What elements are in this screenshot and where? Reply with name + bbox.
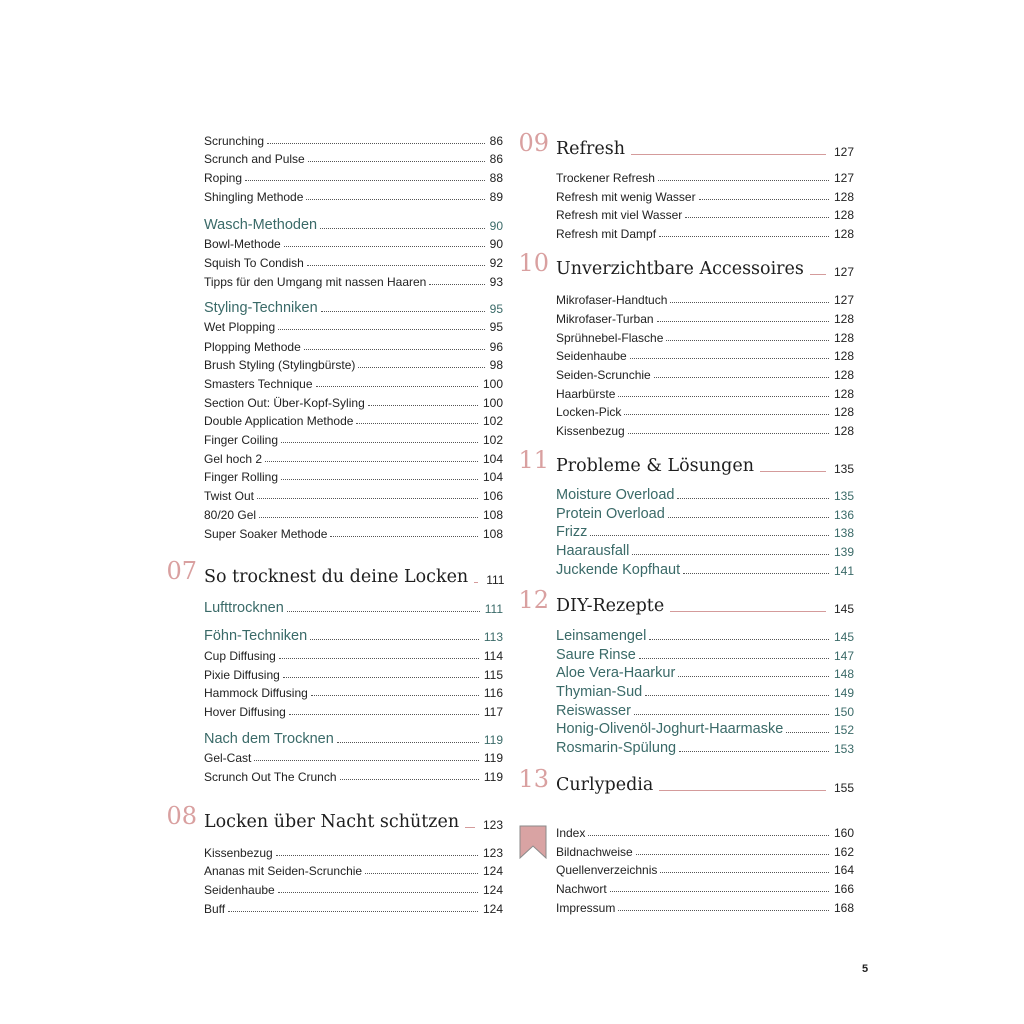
toc-label: Refresh mit viel Wasser: [556, 208, 683, 222]
toc-label: Finger Rolling: [204, 470, 279, 484]
toc-leader: [320, 228, 485, 229]
toc-entry: [204, 860, 503, 878]
toc-leader: [276, 855, 478, 856]
toc-chapter: [556, 131, 854, 159]
toc-page-number: 119: [483, 770, 503, 784]
toc-entry: [556, 841, 854, 859]
toc-entry: [556, 327, 854, 345]
toc-page-number: 128: [833, 331, 854, 345]
toc-page-number: 128: [833, 227, 854, 241]
toc-entry: [204, 504, 503, 522]
toc-leader: [685, 217, 829, 218]
toc-page-number: 127: [833, 145, 854, 159]
toc-page-number: 127: [833, 293, 854, 307]
toc-leader: [657, 321, 829, 322]
toc-chapter: [556, 448, 854, 476]
toc-label: Finger Coiling: [204, 433, 279, 447]
toc-page-number: 88: [489, 171, 503, 185]
toc-leader: [307, 265, 485, 266]
toc-entry: [204, 354, 503, 372]
toc-label: Wasch-Methoden: [204, 217, 318, 233]
toc-page-number: 90: [489, 237, 503, 251]
toc-page-number: 149: [833, 686, 854, 700]
toc-page-number: 123: [482, 818, 503, 832]
toc-leader: [634, 714, 829, 715]
toc-page-number: 124: [482, 902, 503, 916]
toc-leader: [228, 911, 478, 912]
toc-page-number: 128: [833, 349, 854, 363]
toc-page-number: 102: [482, 414, 503, 428]
toc-label: Mikrofaser-Turban: [556, 312, 654, 326]
toc-leader: [699, 199, 829, 200]
chapter-number: 09: [518, 129, 549, 157]
toc-label: Nach dem Trocknen: [204, 731, 334, 747]
toc-page-number: 111: [486, 573, 505, 587]
chapter-number: 07: [166, 557, 197, 585]
toc-leader: [677, 498, 829, 499]
toc-chapter: [556, 251, 854, 279]
toc-leader: [670, 302, 829, 303]
toc-page-number: 89: [489, 190, 503, 204]
toc-label: Kissenbezug: [204, 846, 273, 860]
toc-entry: [204, 448, 503, 466]
chapter-number: 11: [518, 446, 549, 474]
toc-page-number: 95: [489, 320, 503, 334]
toc-page-number: 108: [482, 527, 503, 541]
toc-leader: [631, 154, 826, 155]
toc-section: [556, 483, 854, 503]
toc-entry: [204, 766, 503, 784]
toc-label: Kissenbezug: [556, 424, 625, 438]
toc-label: Scrunch Out The Crunch: [204, 770, 337, 784]
toc-entry: [204, 645, 503, 663]
toc-section: [204, 727, 503, 747]
toc-page-number: 117: [483, 705, 503, 719]
chapter-number: 10: [518, 249, 549, 277]
toc-page-number: 145: [833, 630, 854, 644]
toc-page-number: 152: [833, 723, 854, 737]
toc-page-number: 124: [482, 864, 503, 878]
toc-leader: [365, 873, 478, 874]
toc-page-number: 136: [833, 508, 854, 522]
toc-leader: [666, 340, 829, 341]
toc-chapter: [204, 804, 503, 832]
toc-leader: [628, 433, 829, 434]
toc-page-number: 135: [833, 489, 854, 503]
toc-leader: [678, 676, 829, 677]
toc-page-number: 138: [833, 526, 854, 540]
toc-page-number: 128: [833, 312, 854, 326]
toc-leader: [588, 835, 829, 836]
toc-label: Unverzichtbare Accessoires: [556, 259, 804, 279]
toc-leader: [283, 677, 479, 678]
toc-label: DIY-Rezepte: [556, 596, 665, 616]
toc-entry: [204, 664, 503, 682]
toc-section: [556, 736, 854, 756]
toc-label: Hammock Diffusing: [204, 686, 308, 700]
toc-page-number: 127: [833, 171, 854, 185]
toc-label: Leinsamengel: [556, 628, 647, 644]
toc-page-number: 127: [833, 265, 854, 279]
toc-label: Trockener Refresh: [556, 171, 655, 185]
toc-page-number: 153: [833, 742, 854, 756]
toc-label: Section Out: Über-Kopf-Syling: [204, 396, 365, 410]
toc-entry: [204, 682, 503, 700]
toc-label: Moisture Overload: [556, 487, 675, 503]
toc-page-number: 114: [483, 649, 503, 663]
toc-entry: [204, 336, 503, 354]
toc-section: [556, 699, 854, 719]
toc-section: [556, 520, 854, 540]
toc-leader: [659, 790, 826, 791]
toc-leader: [474, 582, 478, 583]
toc-leader: [308, 161, 485, 162]
toc-entry: [204, 167, 503, 185]
toc-page-number: 113: [483, 630, 503, 644]
toc-entry: [556, 383, 854, 401]
toc-label: Tipps für den Umgang mit nassen Haaren: [204, 275, 427, 289]
toc-page-number: 119: [483, 751, 503, 765]
toc-leader: [281, 479, 478, 480]
toc-label: Refresh mit Dampf: [556, 227, 657, 241]
toc-page-number: 115: [483, 668, 503, 682]
toc-leader: [683, 573, 829, 574]
toc-label: Index: [556, 826, 586, 840]
toc-leader: [289, 714, 479, 715]
toc-section: [556, 558, 854, 578]
toc-section: [556, 661, 854, 681]
toc-label: Hover Diffusing: [204, 705, 286, 719]
toc-entry: [204, 373, 503, 391]
toc-leader: [810, 274, 826, 275]
toc-page-number: 86: [489, 152, 503, 166]
toc-leader: [658, 180, 829, 181]
toc-label: Roping: [204, 171, 243, 185]
toc-leader: [649, 639, 829, 640]
toc-page-number: 150: [833, 705, 854, 719]
toc-leader: [590, 535, 829, 536]
toc-entry: [204, 148, 503, 166]
toc-leader: [279, 658, 479, 659]
toc-page-number: 155: [833, 781, 854, 795]
toc-label: Reiswasser: [556, 703, 631, 719]
toc-entry: [556, 822, 854, 840]
toc-entry: [204, 466, 503, 484]
toc-entry: [204, 485, 503, 503]
toc-page-number: 128: [833, 387, 854, 401]
toc-page-number: 119: [483, 733, 503, 747]
toc-leader: [786, 732, 829, 733]
toc-leader: [610, 891, 829, 892]
toc-label: Squish To Condish: [204, 256, 304, 270]
toc-page-number: 166: [833, 882, 854, 896]
toc-label: Super Soaker Methode: [204, 527, 328, 541]
toc-label: Curlypedia: [556, 775, 654, 795]
toc-entry: [556, 186, 854, 204]
toc-leader: [632, 554, 829, 555]
toc-label: 80/20 Gel: [204, 508, 257, 522]
toc-label: Frizz: [556, 524, 588, 540]
toc-section: [556, 502, 854, 522]
toc-section: [204, 296, 503, 316]
toc-page-number: 92: [489, 256, 503, 270]
toc-leader: [245, 180, 485, 181]
toc-leader: [660, 872, 829, 873]
toc-leader: [760, 471, 826, 472]
toc-entry: [204, 523, 503, 541]
toc-entry: [204, 898, 503, 916]
toc-entry: [556, 223, 854, 241]
toc-label: Shingling Methode: [204, 190, 304, 204]
toc-page-number: 93: [489, 275, 503, 289]
toc-entry: [204, 130, 503, 148]
toc-page-number: 162: [833, 845, 854, 859]
toc-label: Wet Plopping: [204, 320, 276, 334]
toc-label: Brush Styling (Stylingbürste): [204, 358, 356, 372]
toc-chapter: [556, 767, 854, 795]
toc-entry: [204, 701, 503, 719]
toc-entry: [556, 204, 854, 222]
toc-label: Ananas mit Seiden-Scrunchie: [204, 864, 363, 878]
chapter-number: 13: [518, 765, 549, 793]
toc-leader: [281, 442, 478, 443]
toc-leader: [340, 779, 479, 780]
toc-entry: [556, 364, 854, 382]
toc-label: Plopping Methode: [204, 340, 301, 354]
toc-label: Gel hoch 2: [204, 452, 263, 466]
toc-page-number: 139: [833, 545, 854, 559]
toc-leader: [304, 349, 485, 350]
toc-leader: [306, 199, 484, 200]
toc-section: [204, 596, 503, 616]
toc-leader: [358, 367, 484, 368]
toc-entry: [204, 392, 503, 410]
toc-entry: [204, 879, 503, 897]
toc-page-number: 96: [489, 340, 503, 354]
toc-label: So trocknest du deine Locken: [204, 567, 469, 587]
toc-entry: [556, 167, 854, 185]
toc-label: Thymian-Sud: [556, 684, 643, 700]
toc-page-number: 145: [833, 602, 854, 616]
toc-page-number: 102: [482, 433, 503, 447]
toc-leader: [287, 611, 480, 612]
toc-page-number: 128: [833, 208, 854, 222]
toc-label: Aloe Vera-Haarkur: [556, 665, 676, 681]
toc-label: Smasters Technique: [204, 377, 313, 391]
toc-leader: [679, 751, 829, 752]
toc-entry: [556, 289, 854, 307]
toc-page-number: 128: [833, 405, 854, 419]
chapter-number: 08: [166, 802, 197, 830]
toc-entry: [556, 859, 854, 877]
toc-entry: [204, 410, 503, 428]
toc-label: Twist Out: [204, 489, 255, 503]
toc-page-number: 148: [833, 667, 854, 681]
toc-leader: [630, 358, 829, 359]
toc-leader: [636, 854, 829, 855]
toc-entry: [556, 897, 854, 915]
toc-leader: [259, 517, 478, 518]
toc-label: Impressum: [556, 901, 616, 915]
toc-label: Buff: [204, 902, 226, 916]
toc-entry: [204, 233, 503, 251]
toc-entry: [556, 420, 854, 438]
toc-page-number: 124: [482, 883, 503, 897]
toc-page-number: 128: [833, 368, 854, 382]
toc-page-number: 86: [489, 134, 503, 148]
toc-label: Gel-Cast: [204, 751, 252, 765]
toc-leader: [668, 517, 829, 518]
toc-page-number: 147: [833, 649, 854, 663]
toc-label: Probleme & Lösungen: [556, 456, 754, 476]
toc-label: Saure Rinse: [556, 647, 636, 663]
toc-leader: [311, 695, 479, 696]
toc-page-number: 111: [484, 602, 503, 616]
toc-page-number: 106: [482, 489, 503, 503]
toc-label: Locken über Nacht schützen: [204, 812, 460, 832]
toc-leader: [356, 423, 478, 424]
toc-leader: [639, 658, 829, 659]
toc-label: Honig-Olivenöl-Joghurt-Haarmaske: [556, 721, 784, 737]
toc-label: Juckende Kopfhaut: [556, 562, 681, 578]
chapter-number: 12: [518, 586, 549, 614]
toc-label: Refresh mit wenig Wasser: [556, 190, 696, 204]
toc-chapter: [556, 588, 854, 616]
toc-leader: [670, 611, 826, 612]
toc-section: [556, 643, 854, 663]
toc-leader: [265, 461, 478, 462]
toc-leader: [278, 329, 484, 330]
toc-label: Styling-Techniken: [204, 300, 318, 316]
toc-leader: [624, 414, 829, 415]
toc-page-number: 108: [482, 508, 503, 522]
toc-label: Cup Diffusing: [204, 649, 276, 663]
toc-page-number: 128: [833, 190, 854, 204]
toc-leader: [254, 760, 479, 761]
toc-leader: [654, 377, 829, 378]
toc-section: [556, 680, 854, 700]
toc-page-number: 123: [482, 846, 503, 860]
toc-leader: [659, 236, 829, 237]
toc-entry: [204, 271, 503, 289]
toc-label: Nachwort: [556, 882, 607, 896]
toc-leader: [337, 742, 479, 743]
toc-page-number: 164: [833, 863, 854, 877]
toc-page-number: 100: [482, 396, 503, 410]
toc-label: Seidenhaube: [556, 349, 627, 363]
toc-label: Föhn-Techniken: [204, 628, 308, 644]
toc-leader: [330, 536, 478, 537]
toc-entry: [204, 316, 503, 334]
toc-label: Haarbürste: [556, 387, 616, 401]
toc-page-number: 141: [833, 564, 854, 578]
toc-leader: [316, 386, 478, 387]
toc-label: Seidenhaube: [204, 883, 275, 897]
toc-entry: [556, 345, 854, 363]
toc-page-number: 104: [482, 470, 503, 484]
toc-entry: [556, 308, 854, 326]
toc-label: Protein Overload: [556, 506, 665, 522]
toc-leader: [429, 284, 484, 285]
toc-page-number: 116: [483, 686, 503, 700]
toc-label: Locken-Pick: [556, 405, 622, 419]
toc-leader: [321, 311, 485, 312]
toc-page-number: 128: [833, 424, 854, 438]
toc-leader: [278, 892, 478, 893]
toc-leader: [618, 396, 829, 397]
toc-section: [556, 717, 854, 737]
toc-label: Refresh: [556, 139, 625, 159]
toc-label: Mikrofaser-Handtuch: [556, 293, 668, 307]
toc-label: Pixie Diffusing: [204, 668, 280, 682]
toc-section: [556, 624, 854, 644]
toc-entry: [556, 401, 854, 419]
toc-leader: [284, 246, 485, 247]
toc-leader: [465, 827, 475, 828]
toc-entry: [204, 842, 503, 860]
toc-label: Quellenverzeichnis: [556, 863, 658, 877]
toc-leader: [645, 695, 829, 696]
toc-label: Scrunch and Pulse: [204, 152, 305, 166]
toc-entry: [204, 186, 503, 204]
toc-page-number: 135: [833, 462, 854, 476]
toc-section: [204, 624, 503, 644]
toc-label: Bowl-Methode: [204, 237, 281, 251]
toc-page-number: 100: [482, 377, 503, 391]
toc-page-number: 98: [489, 358, 503, 372]
page-number: 5: [862, 963, 869, 975]
toc-entry: [204, 252, 503, 270]
toc-label: Bildnachweise: [556, 845, 633, 859]
toc-leader: [310, 639, 479, 640]
toc-label: Sprühnebel-Flasche: [556, 331, 664, 345]
toc-label: Haarausfall: [556, 543, 630, 559]
toc-page-number: 104: [482, 452, 503, 466]
toc-page-number: 95: [489, 302, 503, 316]
toc-label: Double Application Methode: [204, 414, 354, 428]
toc-label: Rosmarin-Spülung: [556, 740, 677, 756]
toc-label: Scrunching: [204, 134, 265, 148]
toc-section: [204, 213, 503, 233]
bookmark-icon: [519, 825, 547, 859]
toc-leader: [368, 405, 478, 406]
toc-entry: [204, 747, 503, 765]
toc-leader: [257, 498, 478, 499]
toc-leader: [267, 143, 485, 144]
toc-label: Lufttrocknen: [204, 600, 284, 616]
toc-label: Seiden-Scrunchie: [556, 368, 651, 382]
toc-page-number: 168: [833, 901, 854, 915]
toc-page-number: 90: [489, 219, 503, 233]
toc-entry: [556, 878, 854, 896]
toc-section: [556, 539, 854, 559]
toc-leader: [618, 910, 829, 911]
toc-entry: [204, 429, 503, 447]
toc-page-number: 160: [833, 826, 854, 840]
toc-chapter: [204, 559, 503, 587]
